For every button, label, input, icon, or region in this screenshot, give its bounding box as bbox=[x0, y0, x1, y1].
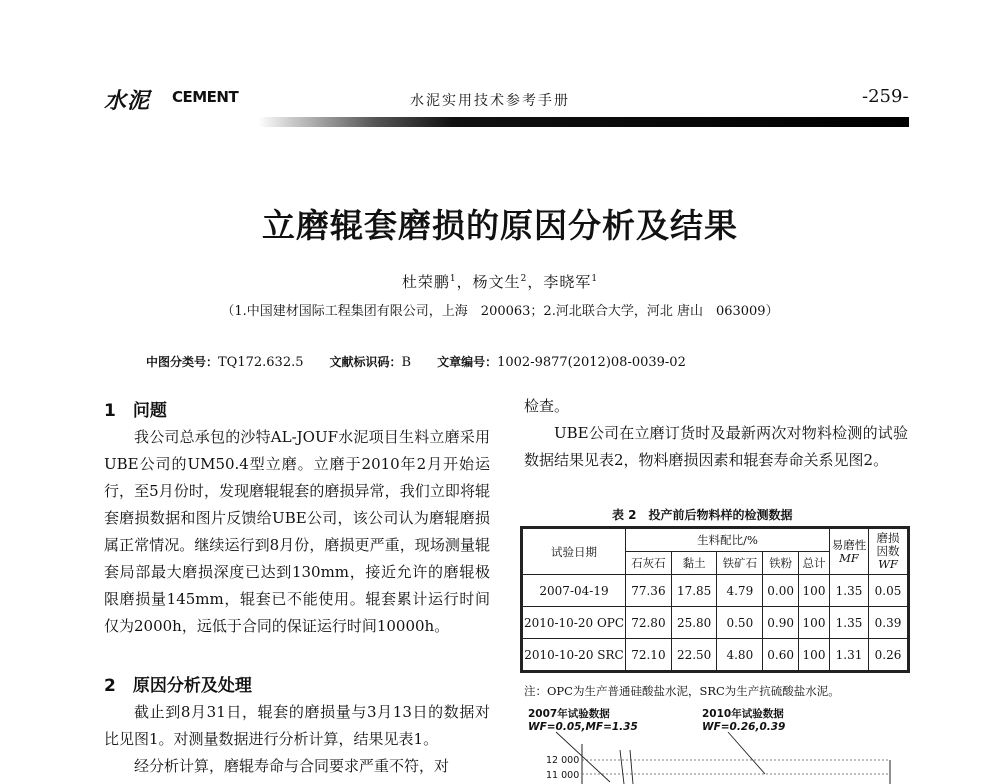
table-cell: 4.79 bbox=[717, 575, 763, 607]
table-subheader: 石灰石 bbox=[626, 552, 672, 575]
column-2-continued-text: 检查。 bbox=[524, 397, 570, 415]
table-cell-date: 2010-10-20 OPC bbox=[523, 607, 626, 639]
running-head: 水泥实用技术参考手册 bbox=[410, 93, 570, 109]
table-cell: 17.85 bbox=[671, 575, 717, 607]
table-cell: 0.26 bbox=[869, 639, 908, 671]
figure-2-label-2007-title: 2007年试验数据 bbox=[528, 708, 610, 720]
affiliation: （1.中国建材国际工程集团有限公司，上海 200063；2.河北联合大学，河北 唐山 063009） bbox=[221, 304, 779, 319]
table-cell: 100 bbox=[799, 607, 830, 639]
doc-code-value: B bbox=[401, 355, 412, 370]
table-row bbox=[523, 639, 908, 671]
article-no-value: 1002-9877(2012)08-0039-02 bbox=[497, 355, 686, 370]
journal-logo-en: CEMENT bbox=[172, 88, 239, 106]
figure-2-label-2010-values: WF=0.26,0.39 bbox=[702, 721, 786, 733]
figure-2-pointer-2010 bbox=[728, 732, 765, 774]
table-cell: 0.00 bbox=[763, 575, 799, 607]
table-cell: 0.50 bbox=[717, 607, 763, 639]
author-affil-mark: 1 bbox=[591, 274, 599, 284]
figure-2-y-tick: 12 000 bbox=[546, 755, 580, 766]
author-affil-mark: 2 bbox=[520, 274, 528, 284]
table-subheader: 总计 bbox=[799, 552, 830, 575]
figure-2-plot bbox=[520, 730, 900, 784]
table-header-date: 试验日期 bbox=[523, 529, 626, 575]
table-cell: 77.36 bbox=[626, 575, 672, 607]
article-meta bbox=[146, 353, 686, 370]
article-title: 立磨辊套磨损的原因分析及结果 bbox=[262, 206, 738, 245]
table-cell: 1.35 bbox=[830, 575, 869, 607]
section-2-paragraph-1: 截止到8月31日，辊套的磨损量与3月13日的数据对比见图1。对测量数据进行分析计算，结果见表1。 bbox=[104, 703, 490, 748]
figure-2-pointer-2007 bbox=[556, 732, 610, 782]
section-2-paragraph-2: 经分析计算，磨辊寿命与合同要求严重不符，对 bbox=[134, 757, 450, 775]
table-header-mf: 易磨性 MF bbox=[830, 529, 869, 575]
figure-2-label-2007-values: WF=0.05,MF=1.35 bbox=[528, 721, 638, 733]
table-row bbox=[523, 607, 908, 639]
figure-2-label-2010-title: 2010年试验数据 bbox=[702, 708, 784, 720]
table-cell: 0.90 bbox=[763, 607, 799, 639]
table-cell-date: 2007-04-19 bbox=[523, 575, 626, 607]
table-cell: 0.05 bbox=[869, 575, 908, 607]
table-cell: 72.10 bbox=[626, 639, 672, 671]
table-cell: 1.31 bbox=[830, 639, 869, 671]
table-subheader: 黏土 bbox=[671, 552, 717, 575]
section-heading-2: 2 原因分析及处理 bbox=[104, 676, 252, 696]
table-cell: 100 bbox=[799, 639, 830, 671]
journal-logo-cn: 水泥 bbox=[104, 88, 151, 114]
table-subheader: 铁粉 bbox=[763, 552, 799, 575]
author-name: 杨文生 bbox=[472, 273, 521, 291]
table-cell: 25.80 bbox=[671, 607, 717, 639]
table-cell: 0.39 bbox=[869, 607, 908, 639]
figure-2-curve bbox=[620, 750, 624, 784]
table-subheader: 铁矿石 bbox=[717, 552, 763, 575]
section-heading-1: 1 问题 bbox=[104, 401, 167, 421]
table-2-note: 注：OPC为生产普通硅酸盐水泥，SRC为生产抗硫酸盐水泥。 bbox=[524, 684, 840, 698]
clc-label: 中图分类号： bbox=[146, 355, 219, 369]
table-2 bbox=[522, 528, 908, 671]
table-cell: 4.80 bbox=[717, 639, 763, 671]
table-cell: 72.80 bbox=[626, 607, 672, 639]
clc-value: TQ172.632.5 bbox=[218, 355, 304, 370]
author-name: 杜荣鹏 bbox=[401, 273, 450, 291]
table-cell: 0.60 bbox=[763, 639, 799, 671]
author-name: 李晓军 bbox=[543, 273, 592, 291]
header-rule bbox=[258, 117, 909, 127]
table-cell-date: 2010-10-20 SRC bbox=[523, 639, 626, 671]
table-row bbox=[523, 575, 908, 607]
author-list: 杜荣鹏$^1$，杨文生$^2$，李晓军$^1$ bbox=[401, 273, 599, 291]
doc-code-label: 文献标识码： bbox=[329, 355, 402, 369]
table-2-caption: 表 2 投产前后物料样的检测数据 bbox=[612, 508, 793, 522]
section-1-paragraph: 我公司总承包的沙特AL-JOUF水泥项目生料立磨采用UBE公司的UM50.4型立磨。立磨于2010年2月开始运行，至5月份时，发现磨辊辊套的磨损异常，我们立即将辊套磨损数据和图片反馈给UBE公司，该公司认为磨辊磨损属正常情况。继续运行到8月份，磨损更严重，现场测量辊套局部最大磨损深度已达到130mm，接近允许的磨辊极限磨损量145mm，辊套已不能使用。辊套累计运行时间仅为2000h，远低于合同的保证运行时间10000h。 bbox=[104, 428, 490, 635]
column-2-paragraph: UBE公司在立磨订货时及最新两次对物料检测的试验数据结果见表2，物料磨损因素和辊套寿命关系见图2。 bbox=[524, 424, 908, 469]
table-cell: 22.50 bbox=[671, 639, 717, 671]
article-no-label: 文章编号： bbox=[437, 355, 498, 369]
figure-2-curve bbox=[630, 750, 633, 784]
table-cell: 100 bbox=[799, 575, 830, 607]
table-cell: 1.35 bbox=[830, 607, 869, 639]
page-number: -259- bbox=[862, 86, 909, 107]
figure-2-y-tick: 11 000 bbox=[546, 770, 580, 781]
table-header-wf: 磨损 因数 WF bbox=[869, 529, 908, 575]
author-affil-mark: 1 bbox=[449, 274, 457, 284]
table-header-group: 生料配比/% bbox=[626, 529, 830, 552]
